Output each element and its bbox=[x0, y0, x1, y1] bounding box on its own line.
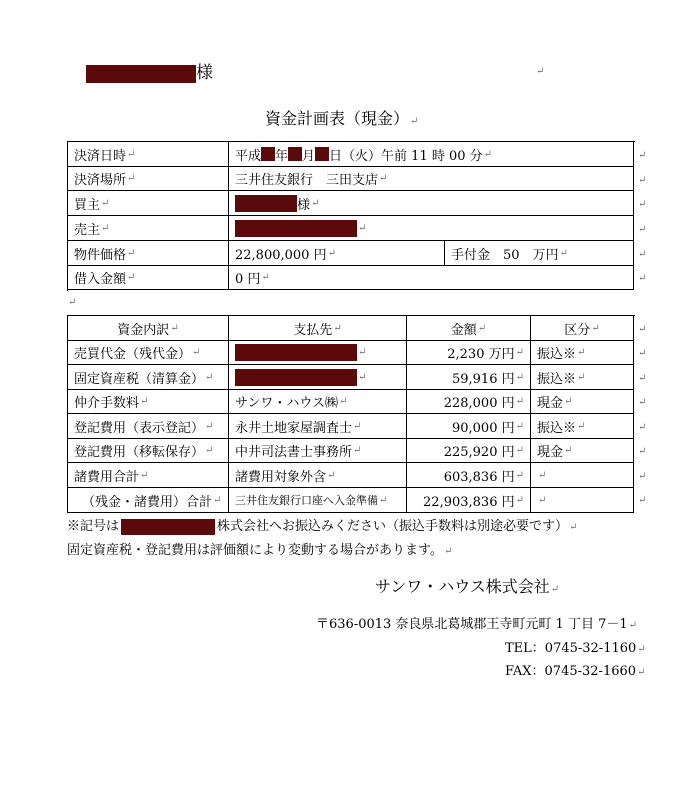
table-row-category: 現金 ↵ bbox=[531, 439, 634, 463]
info-value-seller: ↵ bbox=[229, 216, 634, 241]
table-row-item: 登記費用（移転保存） ↵ bbox=[68, 439, 229, 463]
document-title: 資金計画表（現金）↵ bbox=[265, 109, 419, 128]
info-value-settlement-date: 平成 年 月 日（火）午前 11 時 00 分 ↵ bbox=[229, 142, 634, 167]
table-row-amount: 228,000 円 ↵ bbox=[407, 390, 531, 414]
info-label-settlement-place: 決済場所 ↵ bbox=[68, 167, 229, 191]
info-value-property-price: 22,800,000 円 ↵ bbox=[229, 241, 445, 266]
table-row-amount: 603,836 円 ↵ bbox=[407, 463, 531, 488]
note-transfer: ※記号は 株式会社へお振込みください（振込手数料は別途必要です）↵ bbox=[67, 519, 578, 534]
company-tel: TEL：0745-32-1160↵ bbox=[505, 641, 646, 656]
table-row-category: 振込※ ↵ bbox=[531, 365, 634, 390]
info-label-property-price: 物件価格 ↵ bbox=[68, 241, 229, 266]
company-fax: FAX：0745-32-1660↵ bbox=[505, 664, 646, 679]
table-row-amount: 90,000 円 ↵ bbox=[407, 414, 531, 439]
table-row-amount: 2,230 万円 ↵ bbox=[407, 341, 531, 365]
col-header-category: 区分 ↵ bbox=[531, 316, 634, 341]
table-row-category: 振込※ ↵ bbox=[531, 414, 634, 439]
table-row-payee: 永井土地家屋調査士 ↵ bbox=[229, 414, 407, 439]
redacted-payee bbox=[235, 369, 357, 386]
table-row-payee: ↵ bbox=[229, 365, 407, 390]
table-row-amount: 59,916 円 ↵ bbox=[407, 365, 531, 390]
info-value-settlement-place: 三井住友銀行 三田支店 ↵ bbox=[229, 167, 634, 191]
redacted-company-name bbox=[121, 519, 215, 535]
table-row-item: 仲介手数料 ↵ bbox=[68, 390, 229, 414]
recipient-line bbox=[86, 58, 213, 83]
table-row-item: （残金・諸費用）合計 ↵ bbox=[68, 488, 229, 513]
info-label-settlement-date: 決済日時 ↵ bbox=[68, 142, 229, 167]
company-name: サンワ・ハウス株式会社↵ bbox=[375, 577, 560, 596]
info-value-buyer: 様 ↵ bbox=[229, 191, 634, 216]
col-header-payee: 支払先 ↵ bbox=[229, 316, 407, 341]
recipient-suffix: 様 bbox=[196, 63, 213, 83]
table-row-payee: 中井司法書士事務所 ↵ bbox=[229, 439, 407, 463]
info-label-buyer: 買主 ↵ bbox=[68, 191, 229, 216]
table-row-item: 固定資産税（清算金） ↵ bbox=[68, 365, 229, 390]
table-row-payee: 三井住友銀行口座へ入金準備 ↵ bbox=[229, 488, 407, 513]
table-row-item: 売買代金（残代金） ↵ bbox=[68, 341, 229, 365]
company-address: 〒636-0013 奈良県北葛城郡王寺町元町 1 丁目 7－1↵ bbox=[316, 617, 638, 632]
title-text: 資金計画表（現金） bbox=[265, 109, 410, 128]
table-row-payee: ↵ bbox=[229, 341, 407, 365]
table-row-amount: 225,920 円 ↵ bbox=[407, 439, 531, 463]
table-row-item: 登記費用（表示登記） ↵ bbox=[68, 414, 229, 439]
info-value-loan-amount: 0 円 ↵ bbox=[229, 266, 634, 290]
col-header-breakdown: 資金内訳 ↵ bbox=[68, 316, 229, 341]
note-tax-variation: 固定資産税・登記費用は評価額により変動する場合があります。↵ bbox=[67, 543, 453, 558]
col-header-amount: 金額 ↵ bbox=[407, 316, 531, 341]
funds-table bbox=[67, 315, 635, 513]
paragraph-mark: ↵ bbox=[536, 66, 545, 77]
table-row-payee: 諸費用対象外含 ↵ bbox=[229, 463, 407, 488]
info-label-seller: 売主 ↵ bbox=[68, 216, 229, 241]
redacted-payee bbox=[235, 344, 357, 361]
table-row-category: 現金 ↵ bbox=[531, 390, 634, 414]
info-label-loan-amount: 借入金額 ↵ bbox=[68, 266, 229, 290]
table-row-payee: サンワ・ハウス㈱ ↵ bbox=[229, 390, 407, 414]
redacted-buyer-name bbox=[235, 195, 297, 212]
table-row-category: 振込※ ↵ bbox=[531, 341, 634, 365]
empty-paragraph-mark: ↵ bbox=[68, 297, 77, 308]
table-row-item: 諸費用合計 ↵ bbox=[68, 463, 229, 488]
redacted-seller-name bbox=[235, 220, 357, 237]
table-row-category: ↵ bbox=[531, 463, 634, 488]
table-row-amount: 22,903,836 円 ↵ bbox=[407, 488, 531, 513]
table-row-category: ↵ bbox=[531, 488, 634, 513]
info-value-deposit: 手付金 50 万円 ↵ bbox=[445, 241, 634, 266]
redacted-recipient-name bbox=[86, 65, 196, 83]
info-table bbox=[67, 141, 635, 291]
